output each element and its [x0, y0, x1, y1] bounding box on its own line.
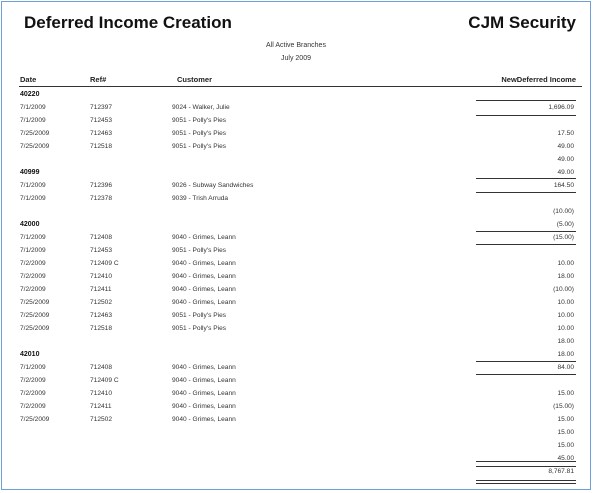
row-date: 7/25/2009: [20, 130, 50, 137]
total-rule: [476, 231, 576, 232]
subtotal-amount: 15.00: [557, 429, 574, 436]
table-row: [2, 312, 590, 324]
total-rule: [476, 178, 576, 179]
row-ref: 712502: [90, 416, 113, 423]
row-amount: (10.00): [553, 286, 574, 293]
header-rule: [19, 86, 582, 87]
row-ref: 712453: [90, 117, 113, 124]
table-row: [2, 416, 590, 428]
column-header-ref: Ref#: [90, 75, 107, 84]
grand-total-row: [2, 468, 590, 480]
total-rule: [476, 480, 576, 481]
row-amount: (15.00): [553, 234, 574, 241]
subtotal-amount: 18.00: [557, 338, 574, 345]
row-date: 7/25/2009: [20, 416, 50, 423]
row-date: 7/1/2009: [20, 117, 46, 124]
row-ref: 712409 C: [90, 260, 119, 267]
row-date: 7/25/2009: [20, 299, 50, 306]
table-row: [2, 325, 590, 337]
row-customer: 9026 - Subway Sandwiches: [172, 182, 254, 189]
total-rule: [476, 244, 576, 245]
table-row: [2, 260, 590, 272]
row-customer: 9040 - Grimes, Leann: [172, 286, 236, 293]
row-ref: 712518: [90, 325, 113, 332]
row-ref: 712378: [90, 195, 113, 202]
table-row: [2, 286, 590, 298]
subtotal-amount: 45.00: [557, 455, 574, 462]
row-ref: 712408: [90, 234, 113, 241]
group-account-label: 40220: [20, 91, 40, 98]
subtotal-row: [2, 338, 590, 350]
group-account-label: 42010: [20, 351, 40, 358]
row-customer: 9040 - Grimes, Leann: [172, 234, 236, 241]
row-ref: 712396: [90, 182, 113, 189]
row-ref: 712453: [90, 247, 113, 254]
column-header-customer: Customer: [177, 75, 213, 84]
table-row: [2, 130, 590, 142]
group-account-label: 40999: [20, 169, 40, 176]
row-amount: 84.00: [557, 364, 574, 371]
group-account-label: 42000: [20, 221, 40, 228]
group-amount: 18.00: [557, 351, 574, 358]
row-customer: 9040 - Grimes, Leann: [172, 273, 236, 280]
row-customer: 9040 - Grimes, Leann: [172, 416, 236, 423]
row-customer: 9051 - Polly's Pies: [172, 143, 227, 150]
total-rule: [476, 361, 576, 362]
table-row: [2, 143, 590, 155]
row-date: 7/2/2009: [20, 403, 46, 410]
row-amount: 10.00: [557, 312, 574, 319]
row-amount: 18.00: [557, 273, 574, 280]
report-filter: All Active Branches: [266, 42, 326, 49]
total-rule: [476, 192, 576, 193]
row-ref: 712518: [90, 143, 113, 150]
table-row: [2, 273, 590, 285]
row-customer: 9040 - Grimes, Leann: [172, 403, 236, 410]
total-rule: [476, 483, 576, 484]
row-customer: 9040 - Grimes, Leann: [172, 390, 236, 397]
row-amount: 17.50: [557, 130, 574, 137]
column-header-date: Date: [20, 75, 37, 84]
table-row: [2, 403, 590, 415]
row-date: 7/1/2009: [20, 104, 46, 111]
grand-total-amount: 8,767.81: [548, 468, 574, 475]
row-amount: 49.00: [557, 143, 574, 150]
row-date: 7/1/2009: [20, 234, 46, 241]
group-amount: (5.00): [556, 221, 574, 228]
table-row: [2, 299, 590, 311]
row-customer: 9051 - Polly's Pies: [172, 312, 227, 319]
subtotal-row: [2, 442, 590, 454]
row-amount: 15.00: [557, 416, 574, 423]
row-ref: 712397: [90, 104, 113, 111]
subtotal-row: [2, 156, 590, 168]
row-date: 7/1/2009: [20, 364, 46, 371]
company-name: CJM Security: [468, 13, 576, 32]
row-date: 7/2/2009: [20, 286, 46, 293]
row-amount: (15.00): [553, 403, 574, 410]
row-date: 7/1/2009: [20, 195, 46, 202]
group-amount: 49.00: [557, 169, 574, 176]
row-customer: 9051 - Polly's Pies: [172, 325, 227, 332]
report-period: July 2009: [281, 55, 311, 62]
row-customer: 9040 - Grimes, Leann: [172, 377, 236, 384]
row-amount: 1,696.09: [548, 104, 574, 111]
row-customer: 9040 - Grimes, Leann: [172, 299, 236, 306]
row-date: 7/25/2009: [20, 312, 50, 319]
row-customer: 9040 - Grimes, Leann: [172, 260, 236, 267]
total-rule: [476, 100, 576, 101]
row-amount: 10.00: [557, 260, 574, 267]
row-ref: 712410: [90, 273, 113, 280]
row-ref: 712409 C: [90, 377, 119, 384]
total-rule: [476, 374, 576, 375]
subtotal-amount: (10.00): [553, 208, 574, 215]
subtotal-row: [2, 429, 590, 441]
row-date: 7/25/2009: [20, 325, 50, 332]
row-customer: 9051 - Polly's Pies: [172, 247, 227, 254]
row-ref: 712411: [90, 403, 112, 410]
row-ref: 712502: [90, 299, 113, 306]
report-page: [1, 1, 591, 490]
table-row: [2, 247, 590, 259]
total-rule: [476, 466, 576, 467]
row-ref: 712408: [90, 364, 113, 371]
group-header-row: [2, 169, 590, 181]
row-date: 7/25/2009: [20, 143, 50, 150]
row-ref: 712411: [90, 286, 112, 293]
table-row: [2, 377, 590, 389]
row-customer: 9024 - Walker, Julie: [172, 104, 230, 111]
total-rule: [476, 115, 576, 116]
row-date: 7/1/2009: [20, 182, 46, 189]
row-ref: 712463: [90, 130, 113, 137]
row-date: 7/2/2009: [20, 273, 46, 280]
row-customer: 9040 - Grimes, Leann: [172, 364, 236, 371]
row-amount: 10.00: [557, 325, 574, 332]
row-date: 7/2/2009: [20, 377, 46, 384]
subtotal-amount: 15.00: [557, 442, 574, 449]
row-amount: 10.00: [557, 299, 574, 306]
group-header-row: [2, 91, 590, 103]
row-ref: 712463: [90, 312, 113, 319]
subtotal-row: [2, 208, 590, 220]
row-date: 7/1/2009: [20, 247, 46, 254]
table-row: [2, 195, 590, 207]
table-row: [2, 390, 590, 402]
row-customer: 9051 - Polly's Pies: [172, 130, 227, 137]
row-customer: 9051 - Polly's Pies: [172, 117, 227, 124]
column-header-amount: NewDeferred Income: [501, 75, 576, 84]
row-ref: 712410: [90, 390, 113, 397]
row-amount: 15.00: [557, 390, 574, 397]
row-amount: 164.50: [553, 182, 574, 189]
report-title: Deferred Income Creation: [24, 13, 232, 32]
row-date: 7/2/2009: [20, 390, 46, 397]
subtotal-amount: 49.00: [557, 156, 574, 163]
total-rule: [476, 461, 576, 462]
table-row: [2, 117, 590, 129]
row-customer: 9039 - Trish Arruda: [172, 195, 229, 202]
row-date: 7/2/2009: [20, 260, 46, 267]
